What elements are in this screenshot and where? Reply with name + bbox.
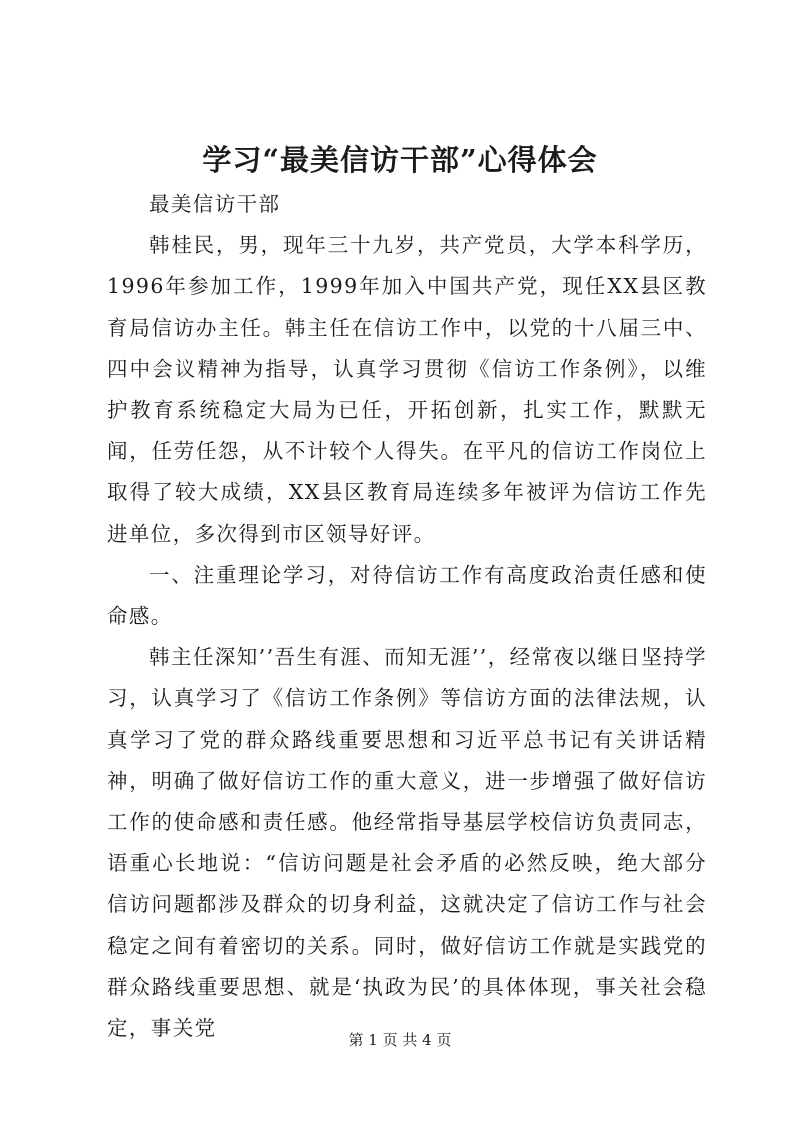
paragraph-profile: 韩桂民，男，现年三十九岁，共产党员，大学本科学历，1996年参加工作，1999年加入中国共产党，现任XX县区教育局信访办主任。韩主任在信访工作中，以党的十八届三中、四中会议精神为指导，认真学习贯彻《信访工作条例》，以维护教育系统稳定大局为已任，开拓创新，扎实工作，默默无闻，任劳任怨，从不计较个人得失。在平凡的信访工作岗位上取得了较大成绩，XX县区教育局连续多年被评为信访工作先进单位，多次得到市区领导好评。 bbox=[107, 233, 707, 546]
page-footer: 第 1 页 共 4 页 bbox=[348, 1031, 452, 1049]
document-body bbox=[107, 184, 707, 1049]
paragraph-section-heading: 一、注重理论学习，对待信访工作有高度政治责任感和使命感。 bbox=[107, 562, 707, 629]
paragraph-subtitle: 最美信访干部 bbox=[149, 192, 281, 216]
paragraph-study: 韩主任深知’’吾生有涯、而知无涯’’，经常夜以继日坚持学习，认真学习了《信访工作条例》等信访方面的法律法规，认真学习了党的群众路线重要思想和习近平总书记有关讲话精神，明确了做好信访工作的重大意义，进一步增强了做好信访工作的使命感和责任感。他经常指导基层学校信访负责同志，语重心长地说：“信访问题是社会矛盾的必然反映，绝大部分信访问题都涉及群众的切身利益，这就决定了信访工作与社会稳定之间有着密切的关系。同时，做好信访工作就是实践党的群众路线重要思想、就是‘执政为民’的具体体现，事关社会稳定，事关党 bbox=[107, 645, 707, 1041]
document-title: 学习“最美信访干部”心得体会 bbox=[202, 143, 598, 177]
